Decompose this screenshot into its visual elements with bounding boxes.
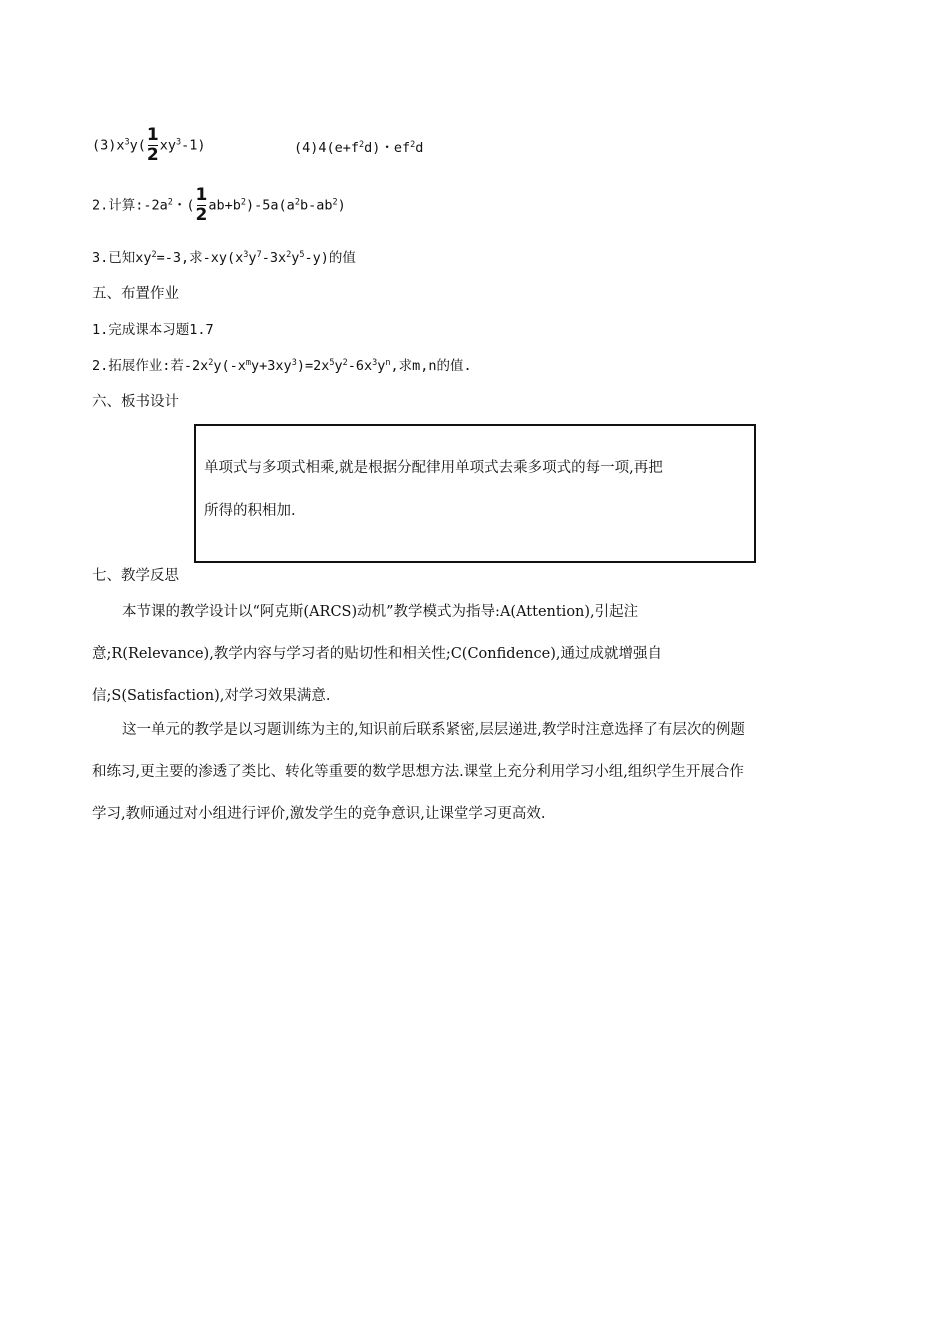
exponent: 5 [329,358,335,368]
exponent: 2 [332,197,338,208]
exponent: 5 [299,250,305,260]
question-2-text: ) [337,197,346,214]
reflection-p2-line-2: 和练习,更主要的渗透了类比、转化等重要的数学思想方法.课堂上充分利用学习小组,组织学生开展合作 [92,764,744,780]
fraction-one-half [147,126,159,165]
exponent: 2 [167,197,173,208]
question-3-text: 3.已知xy [92,250,152,266]
exponent: 2 [286,250,292,260]
fraction-denominator: 2 [146,145,159,165]
exponent: 3 [176,137,182,148]
board-line-2: 所得的积相加. [204,503,296,519]
homework-item-2-text: )=2x [296,358,330,374]
exponent: 3 [291,358,297,368]
homework-item-2-text: ,求m,n的值. [390,358,472,374]
exercise-4-text: (4)4(e+f [294,140,360,156]
exponent: 3 [124,137,130,148]
homework-item-2-text: 2.拓展作业:若-2x [92,358,209,374]
homework-heading: 五、布置作业 [92,286,179,302]
homework-item-2-text: y [377,358,386,374]
exponent: 2 [208,358,214,368]
exponent: 3 [243,250,249,260]
question-3-text: =-3,求-xy(x [156,250,244,266]
exercise-4-text: d [415,140,424,156]
exponent: 2 [294,197,300,208]
reflection-p2-line-3: 学习,教师通过对小组进行评价,激发学生的竞争意识,让课堂学习更高效. [92,806,546,822]
exponent: 3 [372,358,378,368]
exponent: 2 [240,197,247,208]
board-line-1: 单项式与多项式相乘,就是根据分配律用单项式去乘多项式的每一项,再把 [204,460,663,476]
homework-item-2-text: y [334,358,343,374]
exponent: m [245,358,252,368]
homework-item-2-text: y(-x [213,358,246,374]
homework-item-2-text: y+3xy [251,358,292,374]
question-2-text: b-ab [299,197,333,214]
exponent: n [385,358,391,368]
exponent: 2 [359,140,365,150]
reflection-p1-line-2: 意;R(Relevance),教学内容与学习者的贴切性和相关性;C(Confidence),通过成就增强自 [92,646,662,662]
exercise-3-text: xy [159,137,177,154]
fraction-one-half [196,186,208,225]
question-2-text: ・( [172,197,195,214]
exercise-4-text: d)・ef [364,140,411,156]
reflection-p1-line-3: 信;S(Satisfaction),对学习效果满意. [92,688,331,704]
question-3-text: -y)的值 [304,250,356,266]
exercise-3 [92,126,206,165]
question-2-text: ab+b [208,197,241,214]
exercise-3-text: (3)x [92,137,125,154]
question-2-text: 2.计算:-2a [92,197,168,214]
homework-item-2 [92,356,472,376]
question-3-text: y [248,250,257,266]
question-2 [92,186,346,225]
exercise-3-text: -1) [181,137,206,154]
exercise-4 [294,138,423,158]
homework-item-2-text: -6x [347,358,373,374]
question-3-text: -3x [261,250,287,266]
exponent: 2 [151,250,157,260]
reflection-p2-line-1: 这一单元的教学是以习题训练为主的,知识前后联系紧密,层层递进,教学时注意选择了有层次的例题 [122,722,745,738]
reflection-p1-line-1: 本节课的教学设计以“阿克斯(ARCS)动机”教学模式为指导:A(Attention),引起注 [122,604,639,620]
fraction-numerator: 1 [146,125,159,145]
board-heading: 六、板书设计 [92,394,179,410]
exponent: 2 [342,358,348,368]
exercise-3-text: y( [129,137,146,154]
board-design-box [194,424,756,563]
question-2-text: )-5a(a [246,197,295,214]
question-3-text: y [291,250,300,266]
fraction-denominator: 2 [195,205,208,225]
fraction-numerator: 1 [195,185,208,205]
homework-item-1: 1.完成课本习题1.7 [92,322,214,338]
reflection-heading: 七、教学反思 [92,568,179,584]
question-3 [92,248,356,268]
exponent: 7 [256,250,262,260]
exponent: 2 [410,140,416,150]
